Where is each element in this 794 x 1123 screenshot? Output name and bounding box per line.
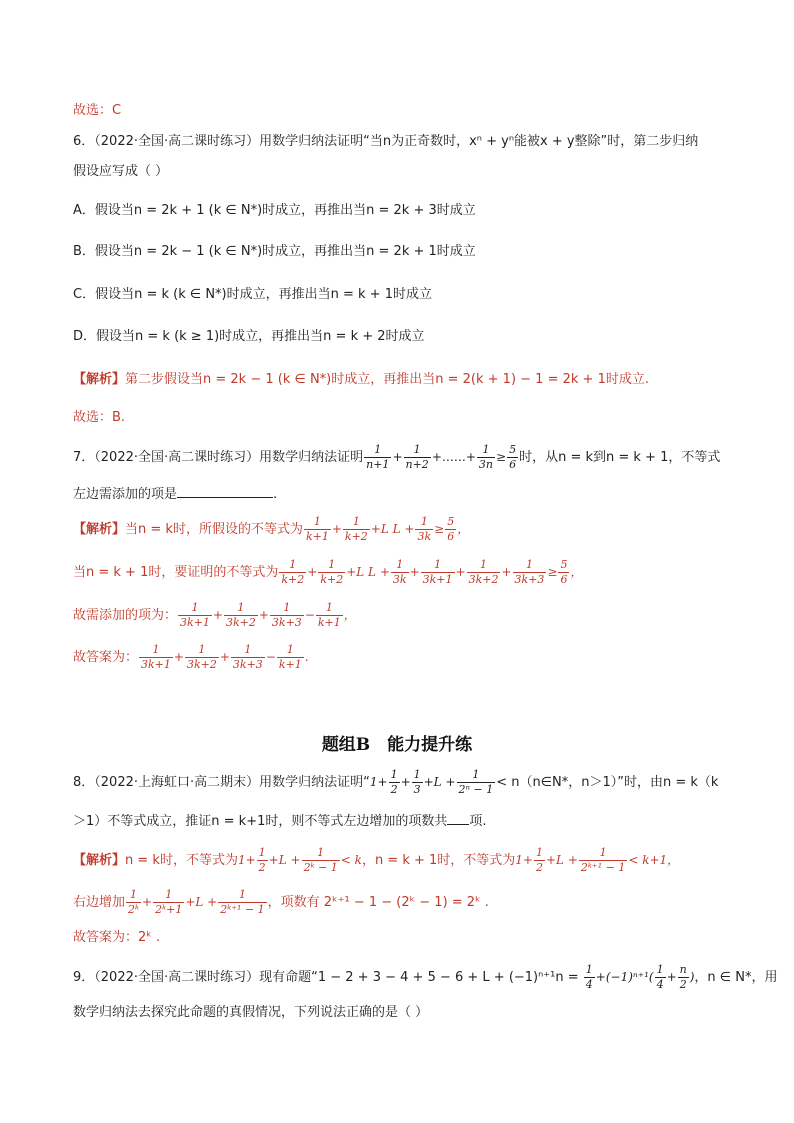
q8-stem-line1 [73, 765, 718, 800]
q8-solution-text2: 右边增加 [73, 895, 126, 910]
section-heading: 题组B 能力提升练 [321, 735, 473, 755]
q6-option-d: D．假设当n = k (k ≥ 1)时成立，再推出当n = k + 2时成立 [73, 329, 425, 344]
q7-stem-suffix: 时，从n = k到n = k + 1，不等式 [519, 450, 721, 465]
q8-solution-text1: n = k时，不等式为 [125, 853, 238, 868]
q7-answer-expr: $\frac{1}{3k+1}$ + $\frac{1}{3k+2}$ + $\frac{1}{3k+3}$ − $\frac{1}{k+1}$ . [141, 643, 309, 671]
answer-line-5: 故选：C [73, 103, 122, 118]
q9-rhs: $\frac{1}{4}$ +(−1)ⁿ⁺¹( $\frac{1}{4}$ + $\frac{n}{2}$ ) [585, 963, 695, 991]
q6-solution [73, 370, 649, 390]
q8-added-terms: $\frac{1}{\text{2ᵏ}}$ + $\frac{1}{\text{2ᵏ+1}}$ +L + $\frac{1}{\text{2ᵏ⁺¹ − 1}}$ [128, 888, 265, 916]
answer-blank [177, 483, 273, 498]
q8-solution-line2 [73, 885, 489, 920]
q6-stem-line2: 假设应写成（ ） [73, 164, 169, 179]
q8-solution-text2b: ，项数有 2ᵏ⁺¹ − 1 − (2ᵏ − 1) = 2ᵏ . [267, 895, 489, 910]
q7-inequality: $\frac{1}{n+1}$ + $\frac{1}{n+2}$ +……+ $\frac{1}{3n}$ ≥ $\frac{5}{6}$ [366, 443, 517, 471]
solution-tag: 【解析】 [73, 522, 126, 537]
q8-ineq-k1: 1+ $\frac{1}{2}$ +L + $\frac{1}{\text{2ᵏ⁺¹ − 1}}$ < k+1， [515, 846, 680, 874]
q7-stem2-text: 左边需添加的项是 [73, 487, 178, 502]
q7-answer-label: 故答案为： [73, 650, 139, 665]
solution-tag: 【解析】 [73, 372, 126, 387]
q9-stem-prefix: 9．（2022·全国·高二课时练习）现有命题“1 − 2 + 3 − 4 + 5 − 6 + L + (−1)ⁿ⁺¹n = [73, 970, 583, 985]
q8-stem-prefix: 8．（2022·上海虹口·高二期末）用数学归纳法证明“ [73, 775, 370, 790]
q7-stem2-end: . [273, 487, 278, 502]
solution-tag: 【解析】 [73, 853, 126, 868]
q9-stem-line2: 数学归纳法去探究此命题的真假情况，下列说法正确的是（ ） [73, 1005, 429, 1020]
q6-stem-line1: 6．（2022·全国·高二课时练习）用数学归纳法证明“当n为正奇数时，xⁿ + yⁿ能被x + y整除”时，第二步归纳 [73, 134, 699, 149]
q7-stem-prefix: 7．（2022·全国·高二课时练习）用数学归纳法证明 [73, 450, 364, 465]
q7-added-terms: $\frac{1}{3k+1}$ + $\frac{1}{3k+2}$ + $\frac{1}{3k+3}$ − $\frac{1}{k+1}$ ， [180, 601, 356, 629]
q8-answer: 故答案为：2ᵏ . [73, 930, 161, 945]
q8-stem-line2 [73, 810, 487, 832]
q7-stem-line2 [73, 483, 277, 505]
q6-option-c: C．假设当n = k (k ∈ N*)时成立，再推出当n = k + 1时成立 [73, 287, 432, 302]
q7-solution-line3 [73, 598, 356, 633]
q7-solution-line2 [73, 555, 583, 590]
q6-option-a: A．假设当n = 2k + 1 (k ∈ N*)时成立，再推出当n = 2k + 3时成立 [73, 203, 476, 218]
q9-stem-suffix: ，n ∈ N*，用 [694, 970, 778, 985]
answer-blank [447, 810, 469, 825]
q6-option-b: B．假设当n = 2k − 1 (k ∈ N*)时成立，再推出当n = 2k + 1时成立 [73, 244, 476, 259]
q8-solution-text1b: ，n = k + 1时，不等式为 [361, 853, 516, 868]
q8-stem-suffix: < n（n∈N*，n＞1）”时，由n = k（k [496, 775, 719, 790]
q7-sum-k1: $\frac{1}{k+2}$ + $\frac{1}{k+2}$ +L L + $\frac{1}{3k}$ + $\frac{1}{3k+1}$ + $\frac{1}{3k+2}$ + $\frac{1}{3k+3}$ ≥ $\frac{5}{6}$ ， [281, 558, 583, 586]
q7-solution-text2: 当n = k + 1时，要证明的不等式为 [73, 565, 279, 580]
q6-answer: 故选：B. [73, 410, 126, 425]
q6-solution-text: 第二步假设当n = 2k − 1 (k ∈ N*)时成立，再推出当n = 2(k + 1) − 1 = 2k + 1时成立. [125, 372, 649, 387]
q7-solution-text1: 当n = k时，所假设的不等式为 [125, 522, 303, 537]
q7-sum-k: $\frac{1}{k+1}$ + $\frac{1}{k+2}$ +L L + $\frac{1}{3k}$ ≥ $\frac{5}{6}$ ， [305, 515, 470, 543]
q8-ineq-k: 1+ $\frac{1}{2}$ +L + $\frac{1}{\text{2ᵏ − 1}}$ < k [237, 846, 362, 874]
q8-stem2-text: ＞1）不等式成立，推证n = k+1时，则不等式左边增加的项数共 [73, 814, 448, 829]
q7-stem-line1 [73, 440, 720, 475]
q8-stem2-end: 项. [469, 814, 487, 829]
q7-solution-line1 [73, 512, 469, 547]
q7-solution-text3: 故需添加的项为： [73, 608, 178, 623]
q9-stem-line1 [73, 958, 777, 997]
q7-answer [73, 640, 309, 675]
q8-inequality: 1+ $\frac{1}{2}$ + $\frac{1}{3}$ +L + $\frac{1}{\text{2ⁿ − 1}}$ [369, 768, 494, 796]
q8-solution-line1 [73, 843, 679, 878]
